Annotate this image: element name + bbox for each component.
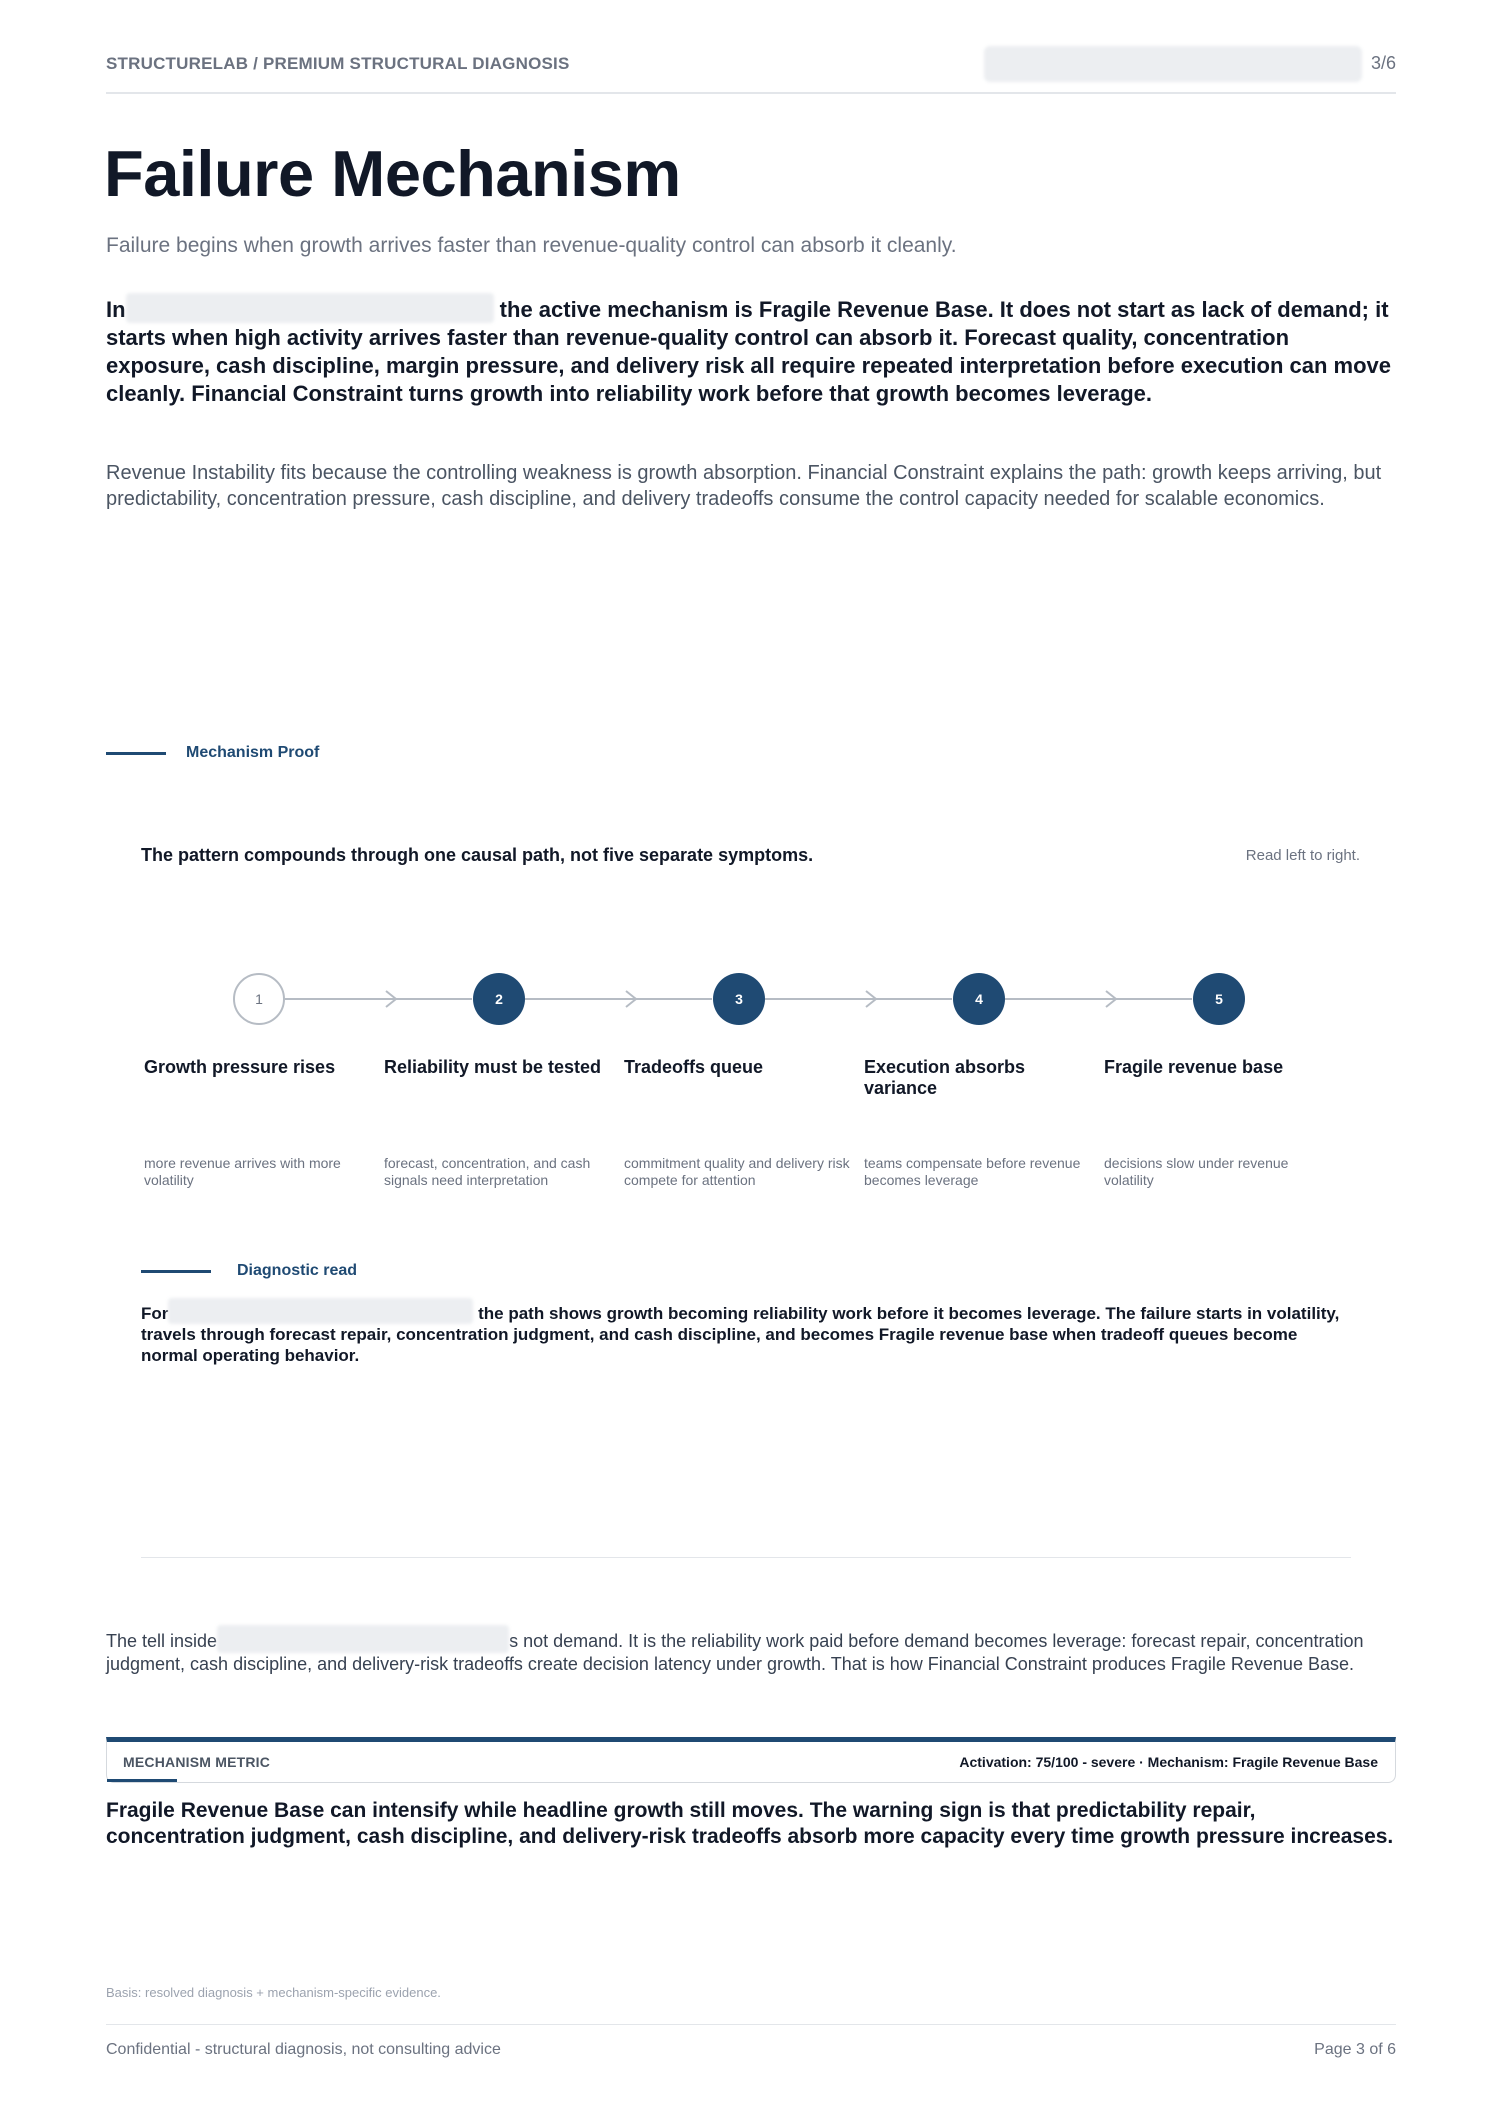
lead-text: the active mechanism is Fragile Revenue Base. It does not start as lack of demand; it starts when high activity arrives faster than revenue-quality control can absorb it. Forecast quality, concentration exposure, cash discipline, margin pressure, and delivery risk all require repeated interpretation before execution can move cleanly. Financial Constraint turns growth into reliability work before that growth becomes leverage. xyxy=(106,297,1392,406)
metric-text: Fragile Revenue Base can intensify while headline growth still moves. The warning sign is that predictability repair, concentration judgment, cash discipline, and delivery-risk tradeoffs absorb more capacity every time growth pressure increases. xyxy=(106,1799,1394,1848)
footer-confidential: Confidential - structural diagnosis, not consulting advice xyxy=(106,2041,501,2058)
page-indicator: 3/6 xyxy=(1370,53,1396,73)
lead-prefix: In xyxy=(106,297,126,322)
step-5-description: decisions slow under revenue volatility xyxy=(1104,1155,1289,1188)
step-2-number: 2 xyxy=(495,991,503,1007)
tell-rest: s not demand. It is the reliability work paid before demand becomes leverage: forecast repair, concentration judgment, cash discipline, and delivery-risk tradeoffs create decision latency under growth. That is how Financial Constraint produces Fragile Revenue Base. xyxy=(106,1631,1364,1674)
footer-page-number: Page 3 of 6 xyxy=(1314,2041,1396,2058)
page-subtitle: Failure begins when growth arrives faster than revenue-quality control can absorb it cleanly. xyxy=(106,234,957,257)
diagnostic-prefix: For xyxy=(141,1304,169,1323)
step-1-description: more revenue arrives with more volatility xyxy=(144,1155,341,1188)
step-1-number: 1 xyxy=(255,991,263,1007)
step-5-label: Fragile revenue base xyxy=(1104,1057,1284,1077)
diagnostic-read-label xyxy=(141,1262,357,1280)
tell-prefix: The tell inside xyxy=(106,1631,218,1651)
metric-label-underline xyxy=(107,1779,177,1782)
section-label-text: Mechanism Proof xyxy=(186,744,320,761)
step-3-description: commitment quality and delivery risk compete for attention xyxy=(624,1155,850,1188)
step-5-number: 5 xyxy=(1215,991,1223,1007)
section-label-mechanism-proof xyxy=(106,744,319,762)
step-2-description: forecast, concentration, and cash signals need interpretation xyxy=(384,1155,591,1188)
redacted-client-name xyxy=(168,1298,473,1324)
mechanism-metric-bar xyxy=(106,1737,1396,1783)
body-paragraph: Revenue Instability fits because the controlling weakness is growth absorption. Financial Constraint explains the path: growth keeps arriving, but predictability, concentration pressure, cash discipline, and delivery tradeoffs consume the control capacity needed for scalable economics. xyxy=(106,462,1382,510)
causal-flow-diagram xyxy=(0,972,1489,1232)
basis-note: Basis: resolved diagnosis + mechanism-specific evidence. xyxy=(106,1985,441,2000)
redacted-client-name xyxy=(126,293,494,323)
diagnostic-read-text xyxy=(141,1298,1351,1366)
metric-summary: Activation: 75/100 - severe · Mechanism: Fragile Revenue Base xyxy=(959,1754,1378,1770)
section-divider xyxy=(141,1557,1351,1558)
brand-title: STRUCTURELAB / PREMIUM STRUCTURAL DIAGNOSIS xyxy=(106,54,570,73)
lead-paragraph xyxy=(106,293,1396,408)
redacted-client-name xyxy=(984,46,1362,82)
page-title: Failure Mechanism xyxy=(104,137,681,210)
step-3-number: 3 xyxy=(735,991,743,1007)
redacted-client-name xyxy=(217,1625,509,1653)
step-3-label: Tradeoffs queue xyxy=(624,1057,764,1077)
section-rule xyxy=(106,752,166,755)
step-1-label: Growth pressure rises xyxy=(144,1057,336,1077)
diagnostic-rest: the path shows growth becoming reliability work before it becomes leverage. The failure starts in volatility, travels through forecast repair, concentration judgment, and cash discipline, and becomes Fragile revenue base when tradeoff queues become normal operating behavior. xyxy=(141,1304,1340,1365)
step-4-number: 4 xyxy=(975,991,983,1007)
proof-hint: Read left to right. xyxy=(1245,847,1360,864)
tell-paragraph xyxy=(106,1625,1396,1676)
metric-label: MECHANISM METRIC xyxy=(123,1754,271,1770)
proof-title: The pattern compounds through one causal path, not five separate symptoms. xyxy=(141,845,814,865)
section-rule xyxy=(141,1270,211,1273)
page-header xyxy=(106,50,1396,94)
step-4-label: Execution absorbs variance xyxy=(864,1057,1026,1098)
flow-connectors xyxy=(0,972,1489,1032)
diagnostic-read-label-text: Diagnostic read xyxy=(237,1262,358,1279)
step-4-description: teams compensate before revenue becomes leverage xyxy=(864,1155,1081,1188)
step-2-label: Reliability must be tested xyxy=(384,1057,602,1077)
page-footer xyxy=(106,2024,1396,2058)
